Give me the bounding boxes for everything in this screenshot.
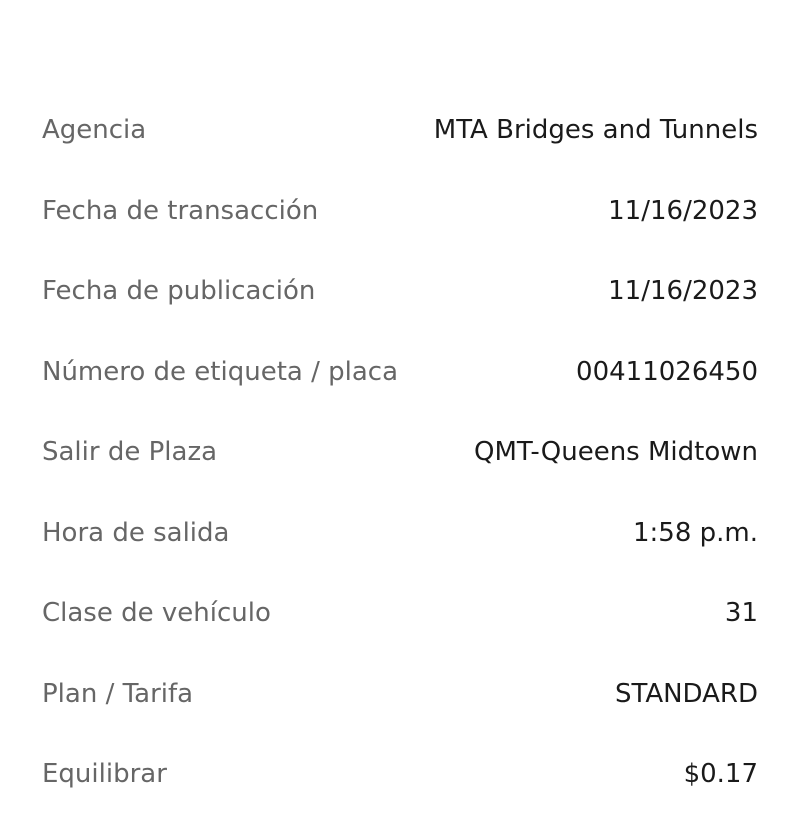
- detail-row-posting-date: [42, 251, 758, 332]
- detail-row-plan-rate: [42, 654, 758, 735]
- exit-time-label: Hora de salida: [42, 517, 230, 548]
- detail-row-agency: [42, 90, 758, 171]
- detail-row-exit-time: [42, 493, 758, 574]
- exit-plaza-label: Salir de Plaza: [42, 437, 218, 468]
- detail-row-vehicle-class: [42, 573, 758, 654]
- agency-label: Agencia: [42, 115, 147, 146]
- detail-row-tag-plate: [42, 332, 758, 413]
- transaction-details-list: [42, 90, 758, 815]
- tag-plate-value: 00411026450: [576, 356, 758, 387]
- exit-time-value: 1:58 p.m.: [632, 517, 758, 548]
- balance-label: Equilibrar: [42, 759, 167, 790]
- detail-row-transaction-date: [42, 171, 758, 252]
- exit-plaza-value: QMT-Queens Midtown: [474, 437, 758, 468]
- tag-plate-label: Número de etiqueta / placa: [42, 356, 399, 387]
- agency-value: MTA Bridges and Tunnels: [433, 115, 758, 146]
- vehicle-class-value: 31: [724, 598, 758, 629]
- plan-rate-label: Plan / Tarifa: [42, 678, 194, 709]
- posting-date-label: Fecha de publicación: [42, 276, 316, 307]
- transaction-date-value: 11/16/2023: [608, 195, 758, 226]
- transaction-date-label: Fecha de transacción: [42, 195, 319, 226]
- vehicle-class-label: Clase de vehículo: [42, 598, 271, 629]
- detail-row-balance: [42, 734, 758, 815]
- balance-value: $0.17: [683, 759, 758, 790]
- posting-date-value: 11/16/2023: [608, 276, 758, 307]
- detail-row-exit-plaza: [42, 412, 758, 493]
- plan-rate-value: STANDARD: [614, 678, 758, 709]
